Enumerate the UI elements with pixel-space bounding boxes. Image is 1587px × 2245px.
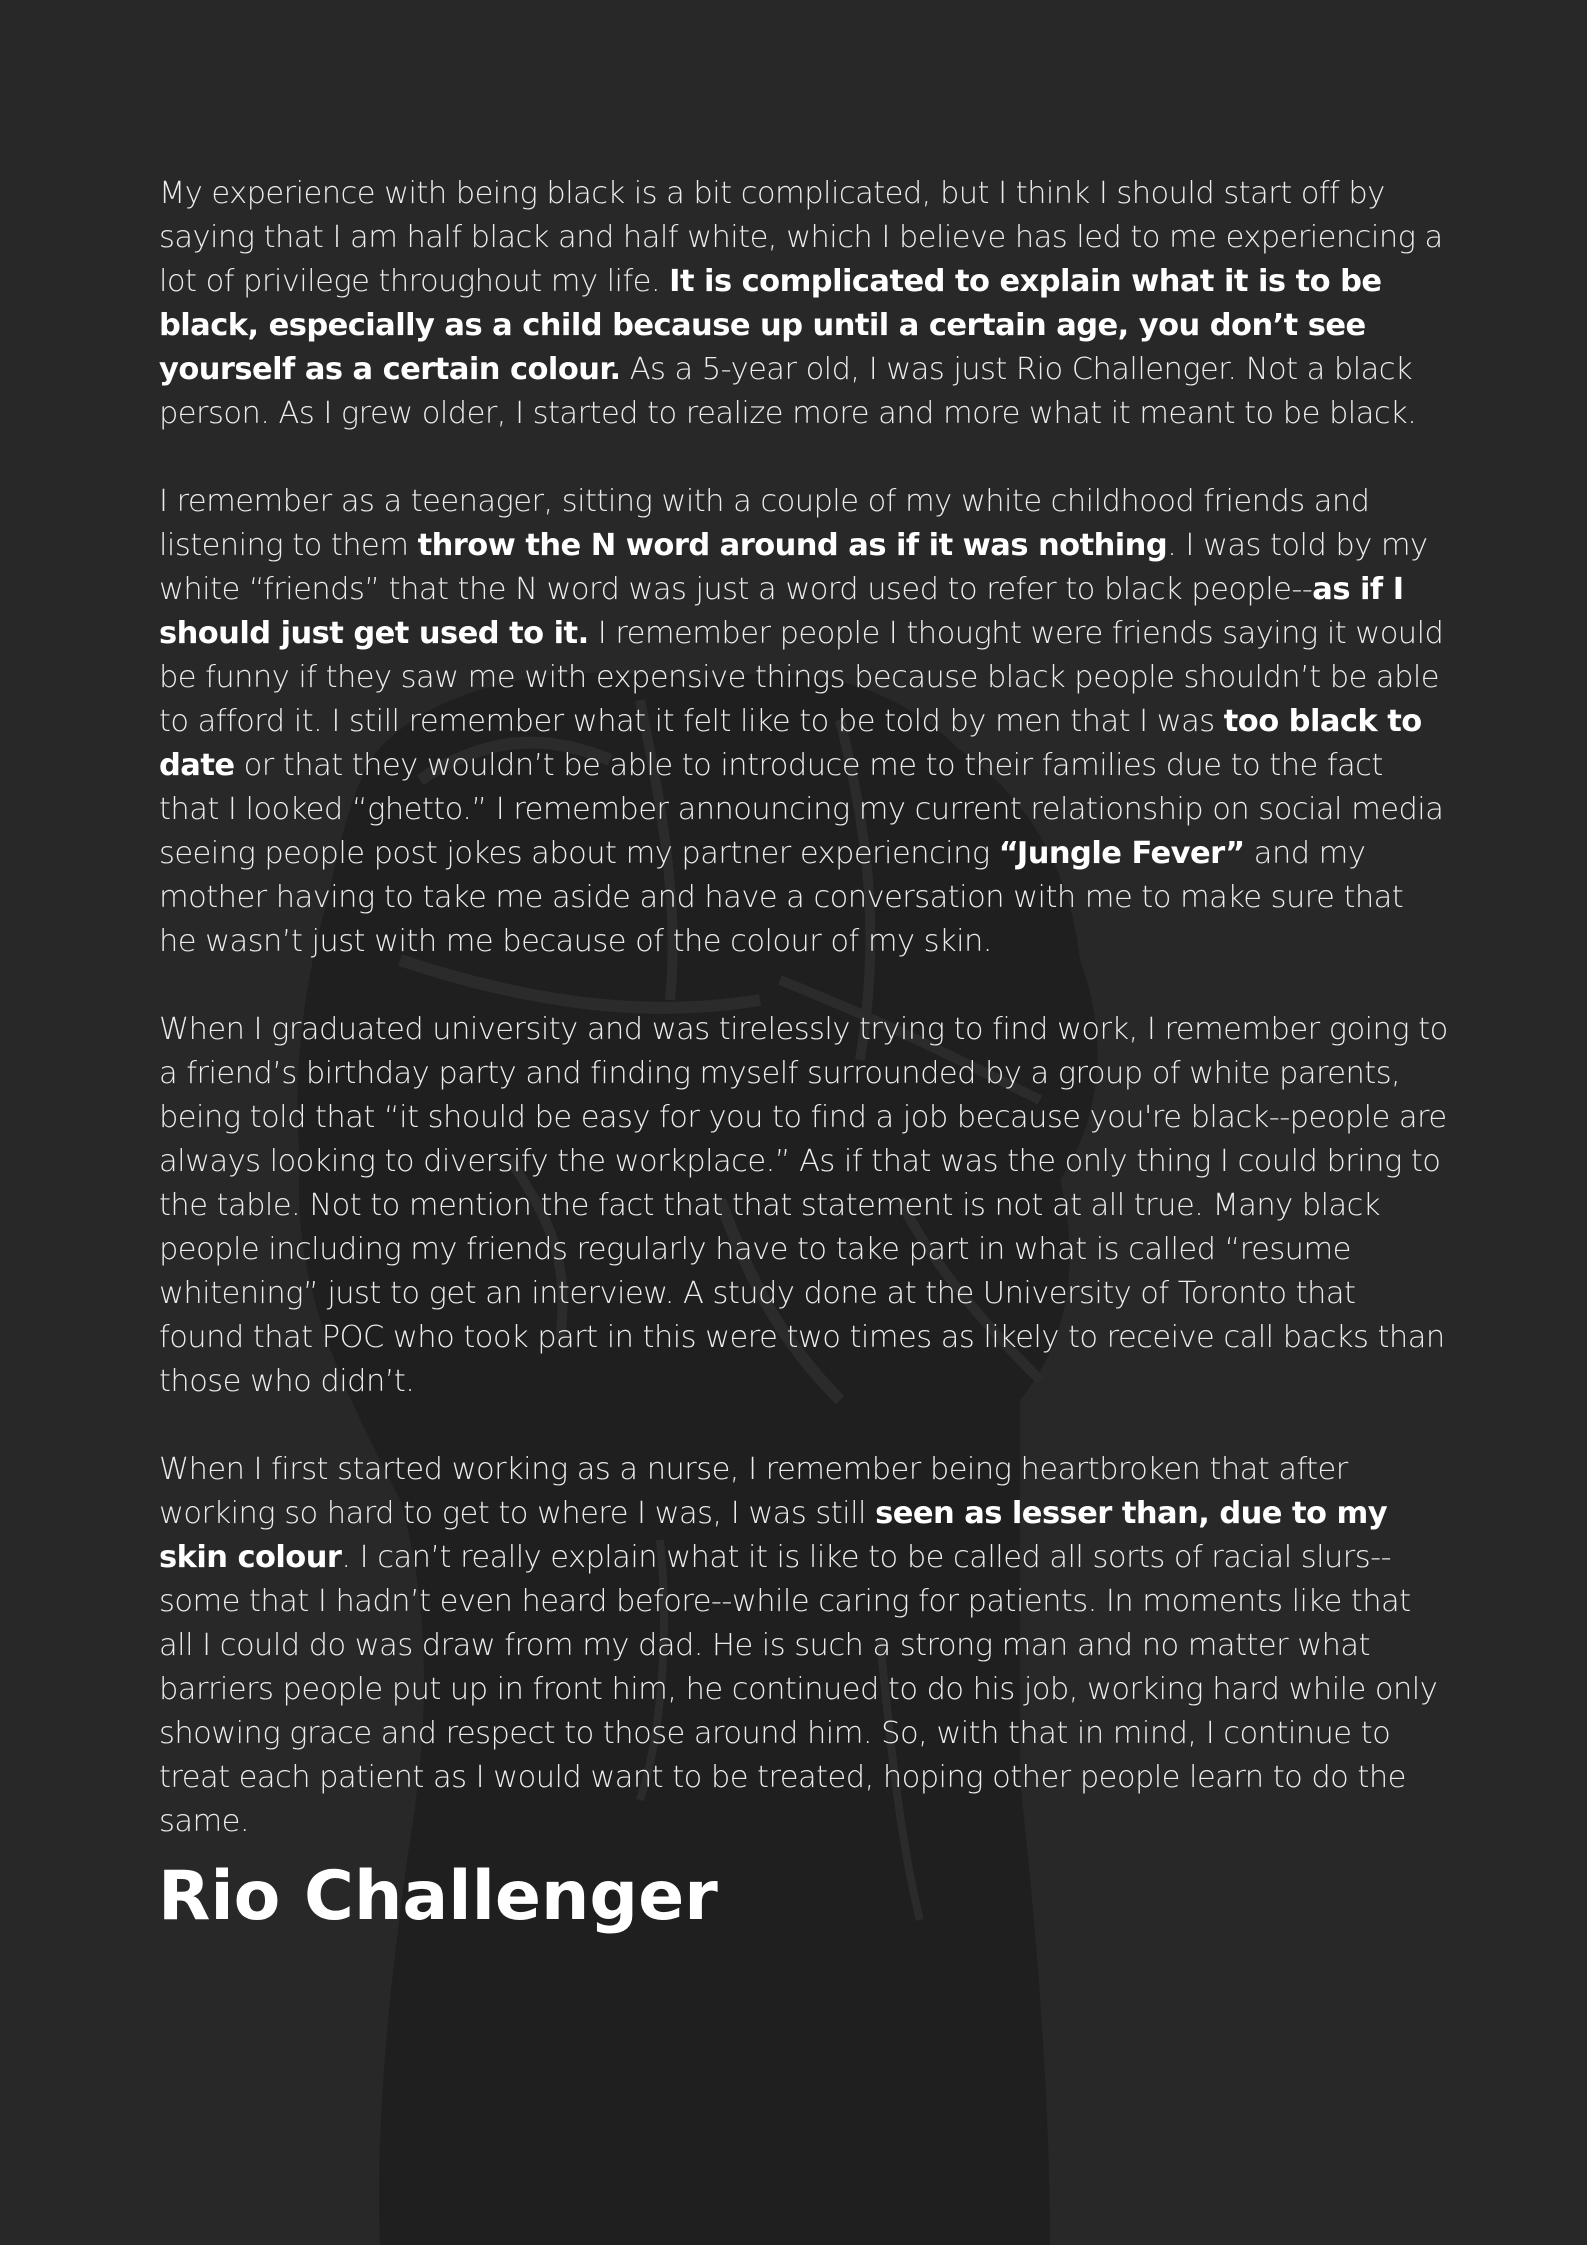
paragraph-4 <box>159 1448 1449 1844</box>
emphasized-text: seen as lesser than, due to my skin colour <box>159 1496 1388 1575</box>
body-text: I remember people I thought were friends saying it would be funny if they saw me with expensive things because black people shouldn’t be able to afford it. I still remember what it felt like to be told by men that I was <box>159 616 1444 739</box>
body-text: As a 5-year old, I was just Rio Challenger. Not a black person. As I grew older, I started to realize more and more what it meant to be black. <box>159 352 1417 431</box>
emphasized-text: It is complicated to explain what it is to be black, especially as a child because up until a certain age, you don’t see yourself as a certain colour. <box>159 264 1382 387</box>
body-text: I remember as a teenager, sitting with a couple of my white childhood friends and listening to them <box>159 484 1370 563</box>
body-text: My experience with being black is a bit complicated, but I think I should start off by saying that I am half black and half white, which I believe has led to me experiencing a lot of privilege throughout my life. <box>159 176 1443 299</box>
body-text: When I first started working as a nurse, I remember being heartbroken that after working so hard to get to where I was, I was still <box>159 1452 1348 1531</box>
body-text: . I can’t really explain what it is like to be called all sorts of racial slurs--some that I hadn’t even heard before--while caring for patients. In moments like that all I could do was draw from my dad. He is such a strong man and no matter what barriers people put up in front him, he continued to do his job, working hard while only showing grace and respect to those around him. So, with that in mind, I continue to treat each patient as I would want to be treated, hoping other people learn to do the same. <box>159 1540 1438 1839</box>
emphasized-text: as if I should just get used to it. <box>159 572 1404 651</box>
paragraph-1 <box>159 172 1449 436</box>
emphasized-text: too black to date <box>159 704 1422 783</box>
body-text: . I was told by my white “friends” that the N word was just a word used to refer to black people-- <box>159 528 1428 607</box>
body-text: When I graduated university and was tirelessly trying to find work, I remember going to a friend’s birthday party and finding myself surrounded by a group of white parents, being told that “it should be easy for you to find a job because you're black--people are always looking to diversify the workplace.” As if that was the only thing I could bring to the table. Not to mention the fact that that statement is not at all true. Many black people including my friends regularly have to take part in what is called “resume whitening” just to get an interview. A study done at the University of Toronto that found that POC who took part in this were two times as likely to receive call backs than those who didn’t. <box>159 1012 1448 1399</box>
author-name: Rio Challenger <box>158 1857 718 1936</box>
paragraph-3 <box>159 1008 1449 1404</box>
testimony-body <box>159 172 1449 1844</box>
body-text: or that they wouldn’t be able to introduce me to their families due to the fact that I looked “ghetto.” I remember announcing my current relationship on social media seeing people post jokes about my partner experiencing <box>159 748 1444 871</box>
emphasized-text: throw the N word around as if it was nothing <box>417 528 1168 563</box>
emphasized-text: “Jungle Fever” <box>998 836 1245 871</box>
paragraph-2 <box>159 480 1449 964</box>
body-text: and my mother having to take me aside and have a conversation with me to make sure that he wasn’t just with me because of the colour of my skin. <box>159 836 1404 959</box>
